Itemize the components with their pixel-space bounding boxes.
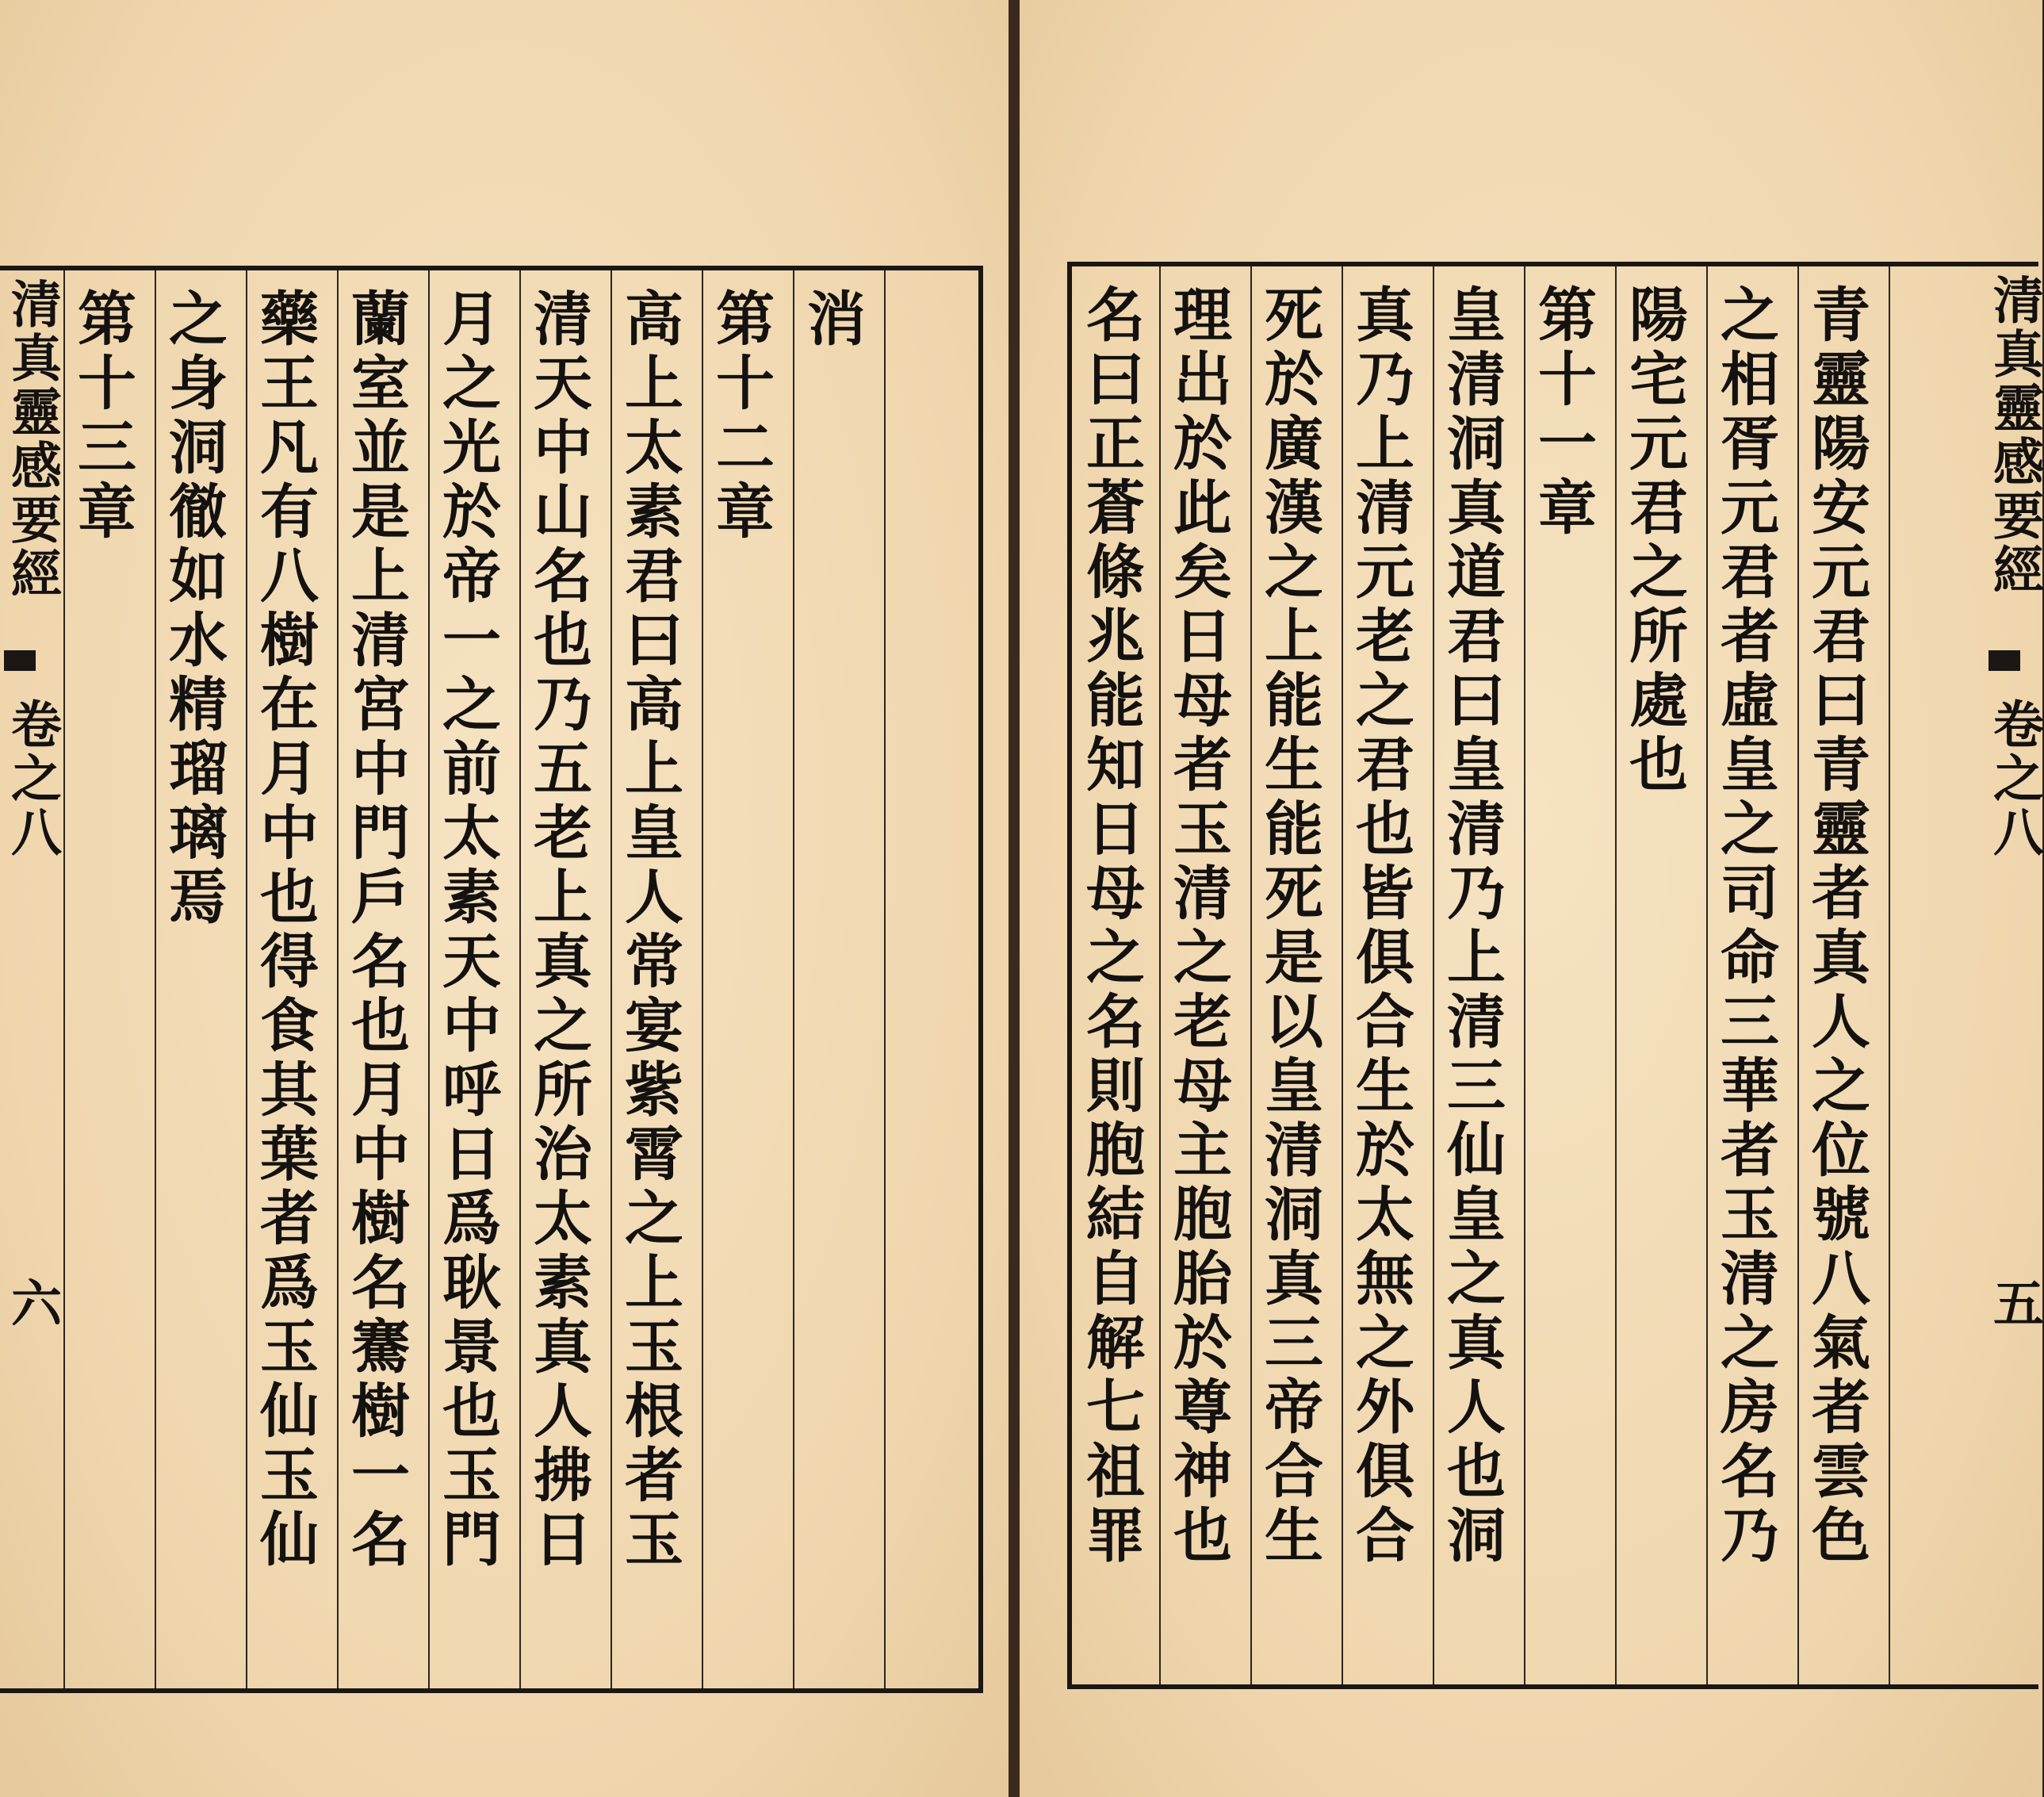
column-marker: 消 <box>798 288 866 352</box>
text-column: 之相胥元君者虛皇之司命三華者玉清之房名乃 <box>1711 284 1779 1569</box>
text-column: 死於廣漢之上能生能死是以皇清洞真三帝合生 <box>1255 284 1323 1569</box>
text-column: 第十三章 <box>68 288 136 545</box>
text-column: 真乃上清元老之君也皆俱合生於太無之外俱合 <box>1346 284 1414 1569</box>
book-gutter <box>1009 0 1020 1797</box>
left-text-frame <box>0 266 983 1693</box>
text-column: 理出於此矣日母者玉清之老母主胞胎於尊神也 <box>1164 284 1232 1569</box>
right-margin-volume: 卷之八 <box>1985 698 2044 860</box>
text-column: 皇清洞真道君曰皇清乃上清三仙皇之真人也洞 <box>1437 284 1506 1569</box>
text-column: 青靈陽安元君曰青靈者真人之位號八氣者雲色 <box>1802 284 1870 1569</box>
text-column: 月之光於帝一之前太素天中呼日爲耿景也玉門 <box>433 288 501 1573</box>
text-column: 蘭室並是上清宮中門戶名也月中樹名騫樹一名 <box>342 288 410 1573</box>
left-margin-title: 清真靈感要經 <box>2 278 62 601</box>
left-margin-page: 六 <box>2 1277 62 1331</box>
text-column: 陽宅元君之所處也 <box>1620 284 1688 798</box>
right-page <box>1020 0 2042 1797</box>
fish-tail-mark <box>1988 650 2020 671</box>
text-column: 高上太素君曰高上皇人常宴紫霄之上玉根者玉 <box>615 288 683 1573</box>
right-text-frame <box>1067 262 2044 1689</box>
text-column: 清天中山名也乃五老上真之所治太素真人拂日 <box>524 288 592 1573</box>
chapter-heading: 第十二章 <box>706 288 775 545</box>
text-column: 名曰正蒼條兆能知日母之名則胞結自解七祖罪 <box>1077 284 1145 1569</box>
left-page <box>0 0 1009 1797</box>
right-margin-page: 五 <box>1985 1277 2044 1331</box>
right-margin-title: 清真靈感要經 <box>1985 274 2044 597</box>
text-column: 之身洞徹如水精瑠璃焉 <box>159 288 228 930</box>
left-margin-volume: 卷之八 <box>2 698 62 860</box>
text-column: 藥王凡有八樹在月中也得食其葉者爲玉仙玉仙 <box>251 288 319 1573</box>
chapter-heading: 第十一章 <box>1529 284 1597 541</box>
